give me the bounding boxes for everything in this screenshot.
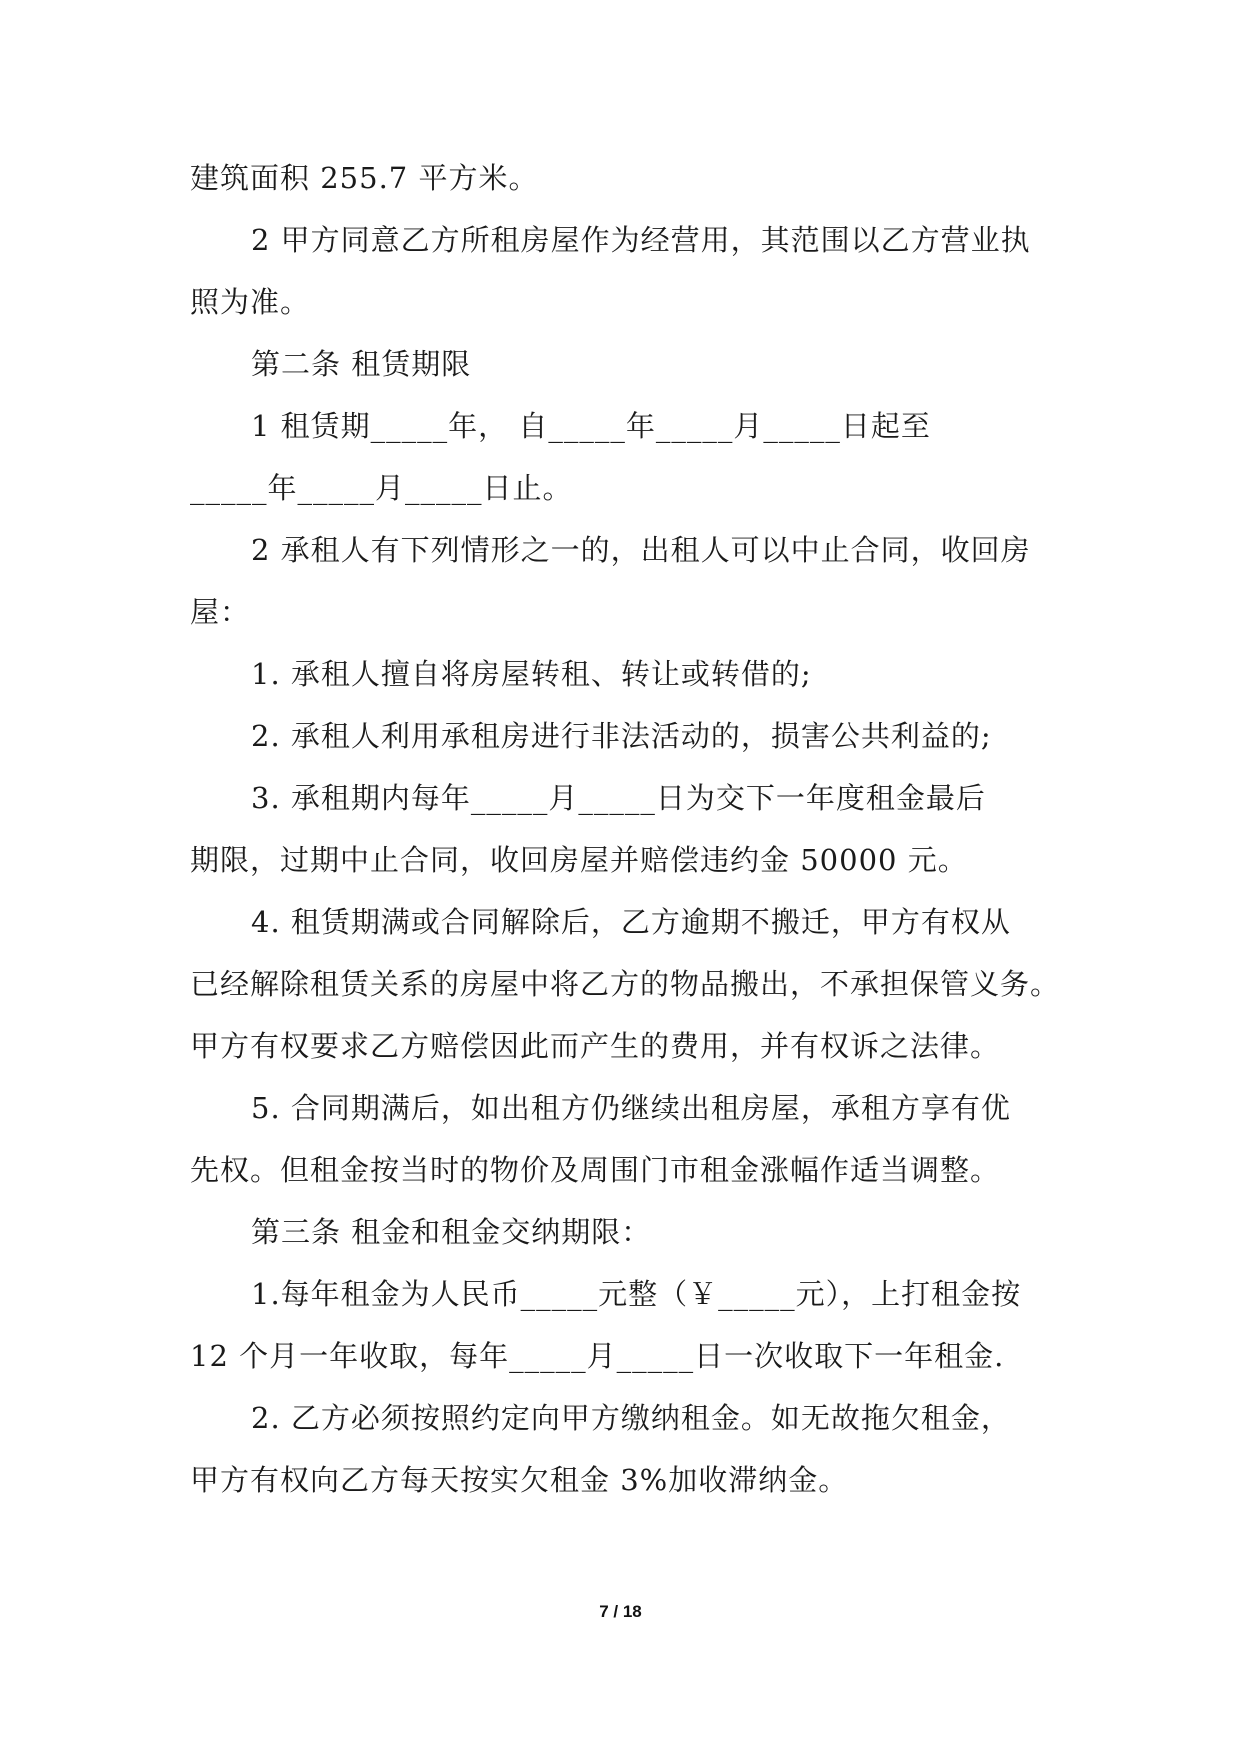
list-item: 2. 乙方必须按照约定向甲方缴纳租金。如无故拖欠租金， xyxy=(251,1401,1011,1435)
list-item: 5. 合同期满后，如出租方仍继续出租房屋，承租方享有优 xyxy=(251,1091,1011,1125)
text-line: 1 租赁期_____年， 自_____年_____月_____日起至 xyxy=(251,409,931,443)
text-line: 先权。但租金按当时的物价及周围门市租金涨幅作适当调整。 xyxy=(190,1153,1001,1187)
text-line: 12 个月一年收取，每年_____月_____日一次收取下一年租金. xyxy=(190,1339,1005,1373)
list-item: 4. 租赁期满或合同解除后，乙方逾期不搬迁，甲方有权从 xyxy=(251,905,1011,939)
text-line: 2 承租人有下列情形之一的，出租人可以中止合同，收回房 xyxy=(251,533,1031,567)
text-line: 屋： xyxy=(190,595,251,629)
text-line: 甲方有权要求乙方赔偿因此而产生的费用，并有权诉之法律。 xyxy=(190,1029,1001,1063)
section-heading: 第三条 租金和租金交纳期限： xyxy=(251,1215,652,1249)
list-item: 2. 承租人利用承租房进行非法活动的，损害公共利益的; xyxy=(251,719,992,753)
text-line: _____年_____月_____日止。 xyxy=(190,471,573,505)
page-number: 7 / 18 xyxy=(599,1602,642,1621)
list-item: 3. 承租期内每年_____月_____日为交下一年度租金最后 xyxy=(251,781,986,815)
text-line: 期限，过期中止合同，收回房屋并赔偿违约金 50000 元。 xyxy=(190,843,968,877)
text-line: 建筑面积 255.7 平方米。 xyxy=(190,161,539,195)
list-item: 1.每年租金为人民币_____元整（￥_____元），上打租金按 xyxy=(251,1277,1022,1311)
list-item: 1. 承租人擅自将房屋转租、转让或转借的; xyxy=(251,657,812,691)
section-heading: 第二条 租赁期限 xyxy=(251,347,472,381)
text-line: 甲方有权向乙方每天按实欠租金 3%加收滞纳金。 xyxy=(190,1463,849,1497)
text-line: 照为准。 xyxy=(190,285,311,319)
text-line: 已经解除租赁关系的房屋中将乙方的物品搬出，不承担保管义务。 xyxy=(190,967,1061,1001)
text-line: 2 甲方同意乙方所租房屋作为经营用，其范围以乙方营业执 xyxy=(251,223,1031,257)
